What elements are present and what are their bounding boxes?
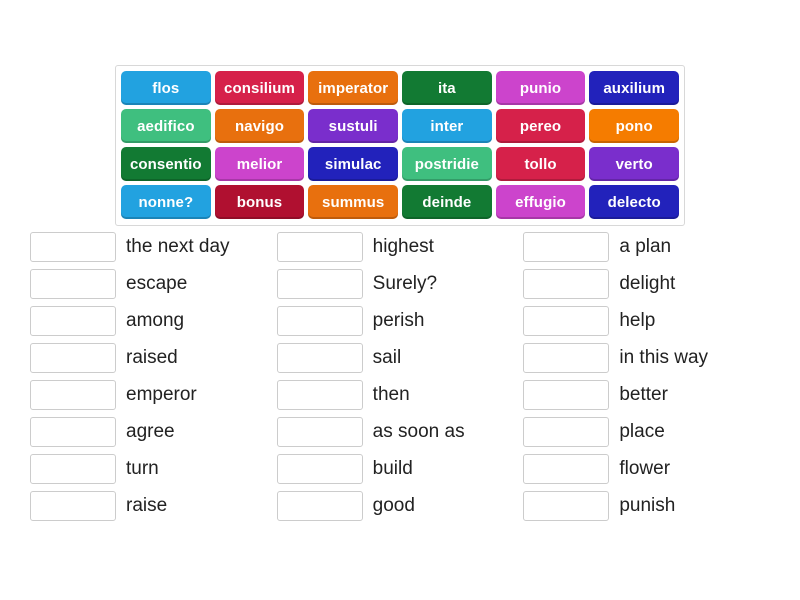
answer-label: better — [619, 384, 668, 405]
answer-row — [277, 302, 524, 339]
drop-slot[interactable] — [30, 306, 116, 336]
answer-row — [277, 376, 524, 413]
answer-label: a plan — [619, 236, 672, 257]
answer-label: highest — [372, 236, 434, 257]
word-bank-row — [121, 185, 679, 219]
answer-label: place — [619, 421, 665, 442]
word-tile[interactable]: pereo — [496, 109, 586, 143]
word-tile[interactable]: navigo — [215, 109, 305, 143]
drop-slot[interactable] — [523, 269, 609, 299]
drop-slot[interactable] — [277, 306, 363, 336]
answer-row — [277, 413, 524, 450]
answer-row — [30, 228, 277, 265]
answer-row — [30, 450, 277, 487]
answer-label: build — [372, 458, 413, 479]
answer-label: delight — [619, 273, 676, 294]
answer-row — [523, 265, 770, 302]
word-tile[interactable]: effugio — [496, 185, 586, 219]
answer-label: escape — [126, 273, 188, 294]
answer-column — [277, 228, 524, 524]
answer-column — [523, 228, 770, 524]
drop-slot[interactable] — [30, 491, 116, 521]
word-tile[interactable]: simulac — [308, 147, 398, 181]
answer-row — [277, 487, 524, 524]
word-tile[interactable]: sustuli — [308, 109, 398, 143]
answer-label: sail — [372, 347, 402, 368]
drop-slot[interactable] — [523, 306, 609, 336]
answer-label: help — [619, 310, 656, 331]
answer-row — [30, 487, 277, 524]
word-tile[interactable]: melior — [215, 147, 305, 181]
drop-slot[interactable] — [277, 417, 363, 447]
word-tile[interactable]: nonne? — [121, 185, 211, 219]
word-bank — [115, 65, 685, 226]
drop-slot[interactable] — [30, 232, 116, 262]
drop-slot[interactable] — [277, 380, 363, 410]
word-tile[interactable]: inter — [402, 109, 492, 143]
word-tile[interactable]: punio — [496, 71, 586, 105]
answer-label: punish — [619, 495, 676, 516]
word-tile[interactable]: summus — [308, 185, 398, 219]
word-tile[interactable]: postridie — [402, 147, 492, 181]
answer-label: raise — [126, 495, 168, 516]
answer-label: emperor — [126, 384, 197, 405]
answer-row — [523, 339, 770, 376]
word-tile[interactable]: consentio — [121, 147, 211, 181]
drop-slot[interactable] — [30, 343, 116, 373]
answer-label: agree — [126, 421, 175, 442]
answer-label: as soon as — [372, 421, 465, 442]
answer-label: turn — [126, 458, 159, 479]
answer-row — [523, 487, 770, 524]
drop-slot[interactable] — [523, 417, 609, 447]
word-tile[interactable]: bonus — [215, 185, 305, 219]
drop-slot[interactable] — [523, 343, 609, 373]
drop-slot[interactable] — [30, 269, 116, 299]
word-tile[interactable]: deinde — [402, 185, 492, 219]
answer-label: good — [372, 495, 415, 516]
answer-row — [30, 302, 277, 339]
answer-label: flower — [619, 458, 671, 479]
drop-slot[interactable] — [523, 232, 609, 262]
answer-row — [30, 376, 277, 413]
answer-row — [30, 339, 277, 376]
drop-slot[interactable] — [523, 454, 609, 484]
drop-slot[interactable] — [277, 232, 363, 262]
drop-slot[interactable] — [277, 343, 363, 373]
drop-slot[interactable] — [277, 491, 363, 521]
answer-row — [523, 450, 770, 487]
answer-row — [277, 228, 524, 265]
answer-label: in this way — [619, 347, 709, 368]
answer-row — [277, 265, 524, 302]
answer-row — [30, 265, 277, 302]
word-tile[interactable]: verto — [589, 147, 679, 181]
answer-area — [30, 228, 770, 524]
word-tile[interactable]: auxilium — [589, 71, 679, 105]
drop-slot[interactable] — [523, 491, 609, 521]
word-tile[interactable]: aedifico — [121, 109, 211, 143]
answer-row — [523, 413, 770, 450]
drop-slot[interactable] — [277, 269, 363, 299]
answer-label: among — [126, 310, 185, 331]
drop-slot[interactable] — [523, 380, 609, 410]
answer-row — [523, 376, 770, 413]
answer-column — [30, 228, 277, 524]
answer-row — [277, 339, 524, 376]
answer-row — [523, 228, 770, 265]
word-tile[interactable]: consilium — [215, 71, 305, 105]
answer-row — [523, 302, 770, 339]
drop-slot[interactable] — [30, 380, 116, 410]
answer-label: Surely? — [372, 273, 438, 294]
drop-slot[interactable] — [30, 454, 116, 484]
answer-label: the next day — [126, 236, 230, 257]
word-bank-row — [121, 109, 679, 143]
answer-label: perish — [372, 310, 425, 331]
word-tile[interactable]: delecto — [589, 185, 679, 219]
drop-slot[interactable] — [30, 417, 116, 447]
word-bank-row — [121, 147, 679, 181]
answer-label: then — [372, 384, 410, 405]
word-tile[interactable]: imperator — [308, 71, 398, 105]
word-tile[interactable]: tollo — [496, 147, 586, 181]
answer-row — [277, 450, 524, 487]
answer-row — [30, 413, 277, 450]
drop-slot[interactable] — [277, 454, 363, 484]
word-tile[interactable]: ita — [402, 71, 492, 105]
answer-label: raised — [126, 347, 178, 368]
word-bank-row — [121, 71, 679, 105]
word-tile[interactable]: pono — [589, 109, 679, 143]
word-tile[interactable]: flos — [121, 71, 211, 105]
